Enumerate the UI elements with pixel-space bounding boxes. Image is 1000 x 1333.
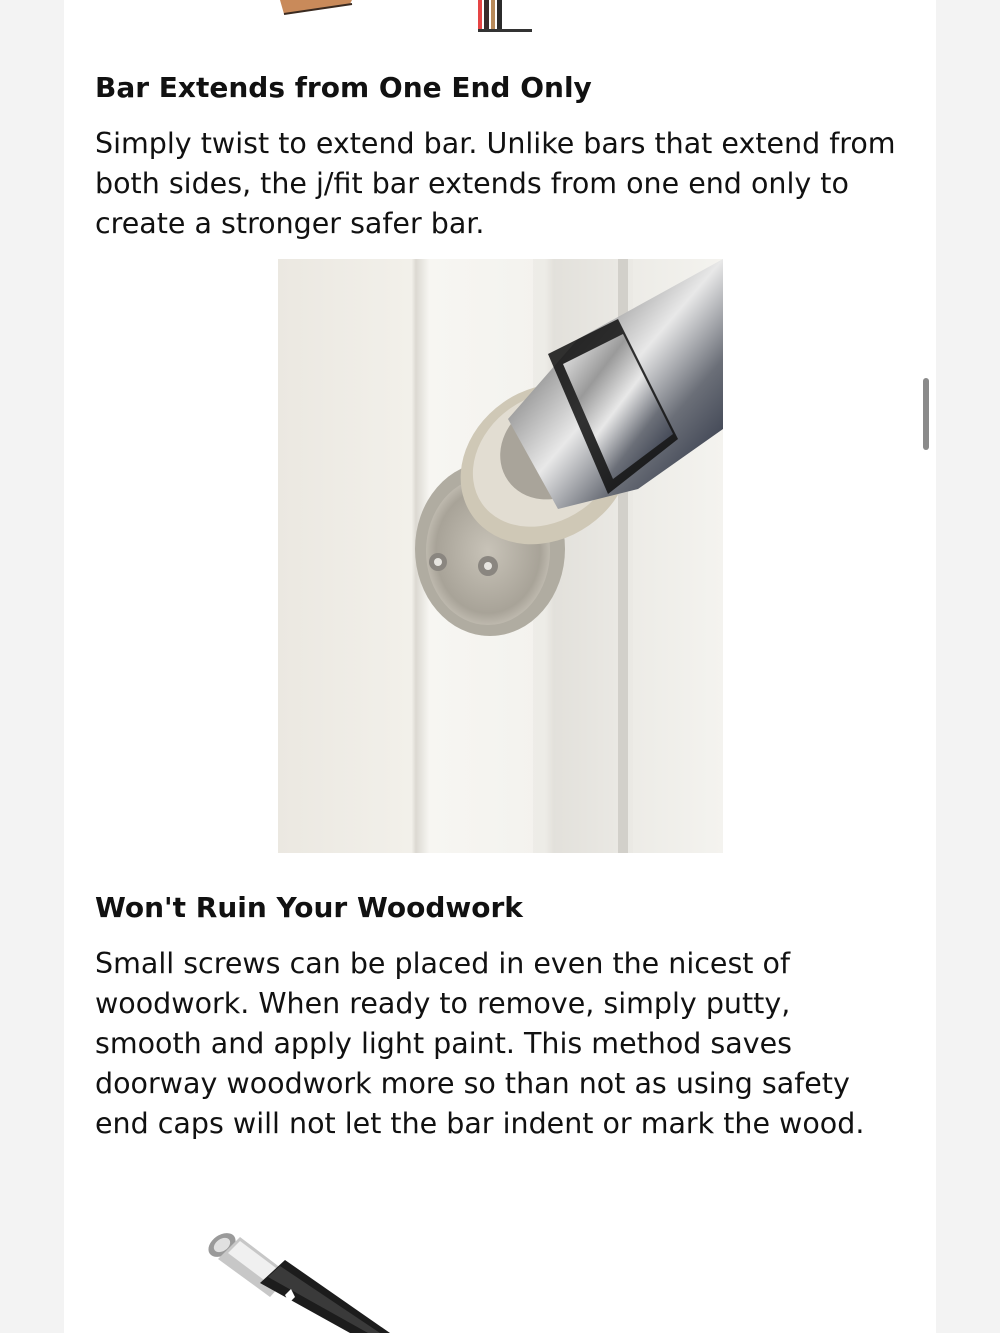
- scrollbar-thumb[interactable]: [923, 378, 929, 450]
- text-line: create a stronger safer bar.: [95, 207, 485, 240]
- pull-up-bar-product-image: [200, 1225, 400, 1333]
- previous-product-image: [280, 0, 540, 32]
- text-line: both sides, the j/fit bar extends from one end only to: [95, 167, 849, 200]
- text-line: woodwork. When ready to remove, simply putty,: [95, 987, 791, 1020]
- text-line: Small screws can be placed in even the nicest of: [95, 947, 791, 980]
- text-line: Simply twist to extend bar. Unlike bars that extend from: [95, 127, 896, 160]
- text-line: smooth and apply light paint. This method saves: [95, 1027, 792, 1060]
- door-mount-photo: [278, 259, 723, 853]
- section-heading-woodwork: Won't Ruin Your Woodwork: [95, 891, 523, 924]
- section-body-bar-extends: [95, 124, 915, 244]
- section-heading-bar-extends: Bar Extends from One End Only: [95, 71, 592, 104]
- section-body-woodwork: [95, 944, 915, 1144]
- text-line: doorway woodwork more so than not as using safety: [95, 1067, 850, 1100]
- text-line: end caps will not let the bar indent or mark the wood.: [95, 1107, 865, 1140]
